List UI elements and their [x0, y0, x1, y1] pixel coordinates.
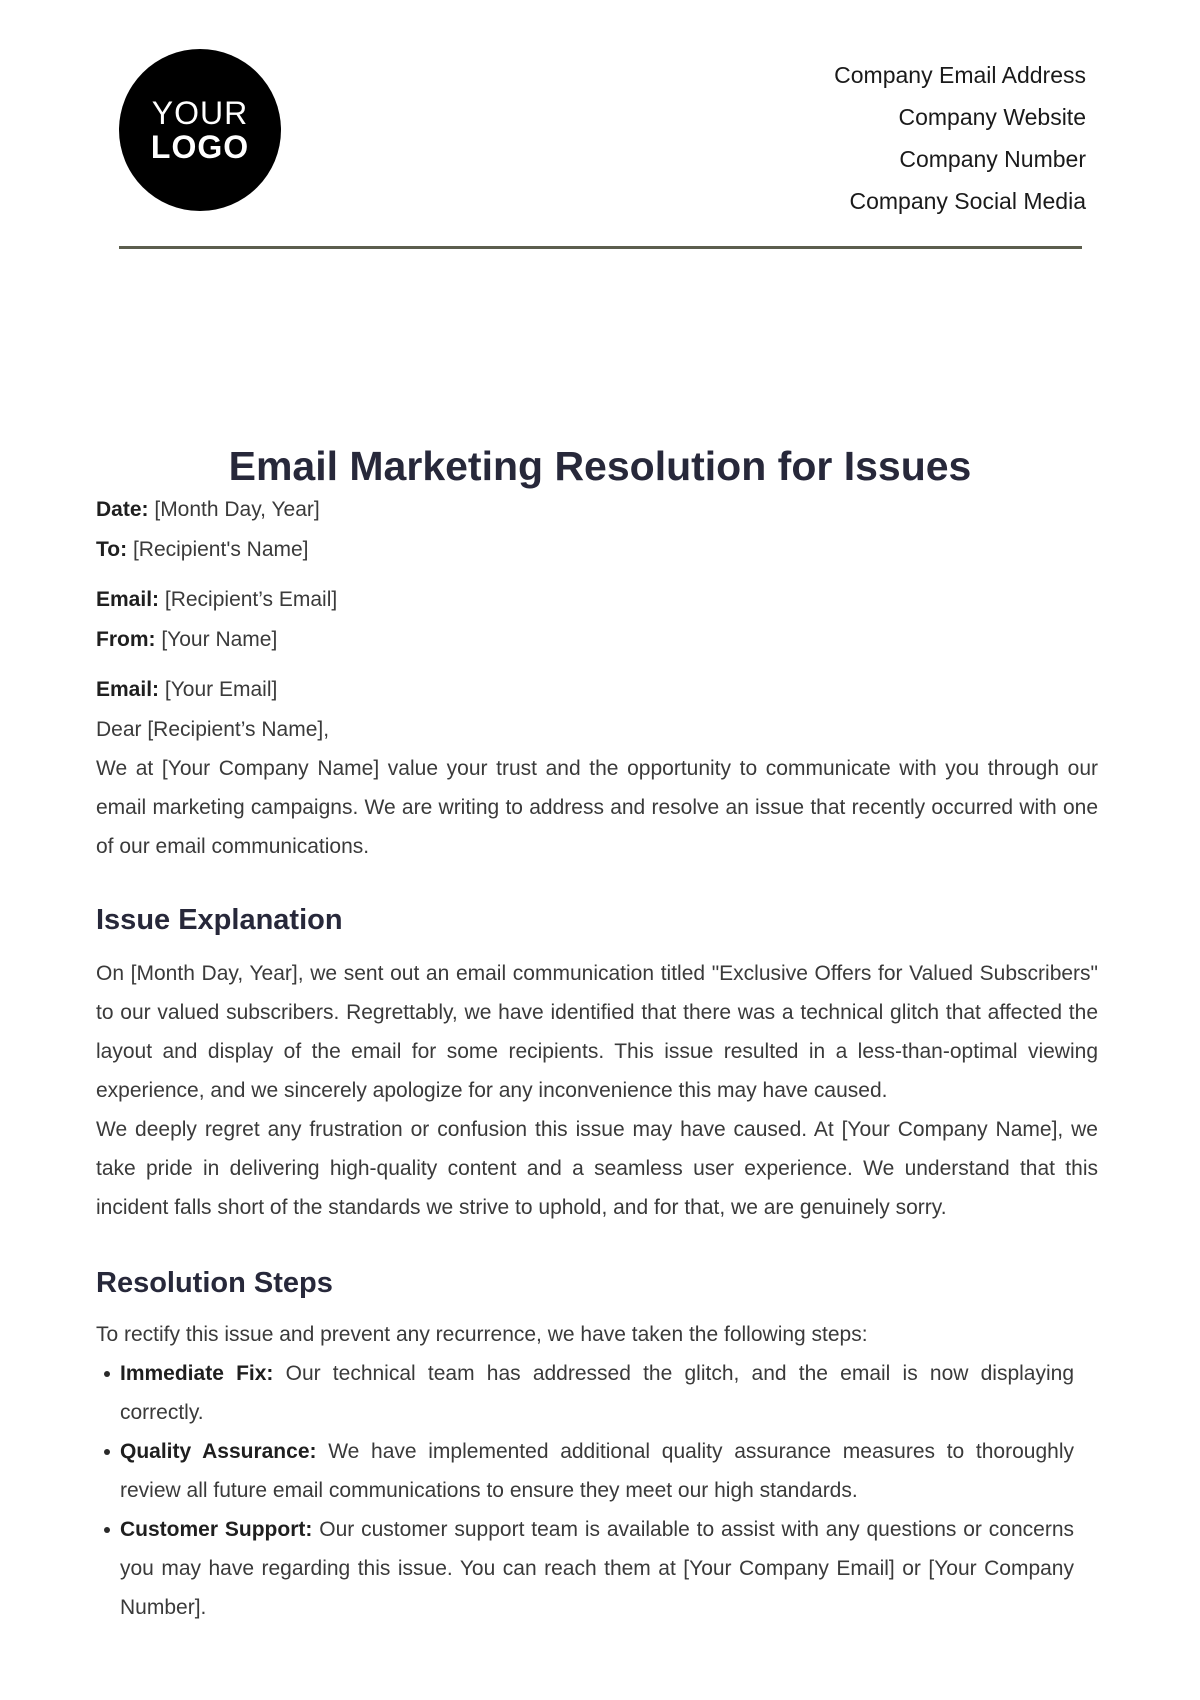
company-contact-block [834, 54, 1086, 222]
step-label: Quality Assurance: [120, 1440, 317, 1463]
step-text: We have implemented additional quality assurance measures to thoroughly review all future email communications to ensure they meet our high standards. [120, 1440, 1074, 1502]
company-logo [119, 49, 281, 211]
meta-from [96, 625, 1098, 655]
header-divider [119, 246, 1082, 249]
resolution-steps-list [96, 1354, 1098, 1627]
intro-paragraph: We at [Your Company Name] value your trust and the opportunity to communicate with you through our email marketing campaigns. We are writing to address and resolve an issue that recently occurred with one of our email communications. [96, 757, 1098, 858]
step-label: Immediate Fix: [120, 1362, 274, 1385]
meta-date-label: Date: [96, 498, 149, 521]
meta-from-label: From: [96, 628, 156, 651]
step-label: Customer Support: [120, 1518, 313, 1541]
meta-from-value: [Your Name] [161, 628, 278, 651]
meta-to [96, 535, 1098, 565]
company-number: Company Number [899, 146, 1086, 172]
issue-paragraph-2: We deeply regret any frustration or confusion this issue may have caused. At [Your Company Name], we take pride in delivering high-quality content and a seamless user experience. We understand that this incident falls short of the standards we strive to uphold, and for that, we are genuinely sorry. [96, 1118, 1098, 1219]
meta-to-value: [Recipient's Name] [132, 538, 309, 561]
section-heading-issue: Issue Explanation [96, 904, 343, 936]
document-title: Email Marketing Resolution for Issues [228, 443, 972, 489]
meta-date [96, 495, 1098, 525]
company-email-address: Company Email Address [834, 62, 1086, 88]
meta-email-label: Email: [96, 678, 160, 701]
logo-line-2: LOGO [150, 129, 250, 165]
meta-date-value: [Month Day, Year] [154, 498, 320, 521]
meta-recipient-email [96, 585, 1098, 615]
company-social-media: Company Social Media [849, 188, 1086, 214]
list-item [96, 1510, 1098, 1627]
meta-sender-email [96, 675, 1098, 705]
company-website: Company Website [898, 104, 1086, 130]
document-body [96, 495, 1098, 1627]
step-text: Our technical team has addressed the glitch, and the email is now displaying correctly. [120, 1362, 1074, 1424]
salutation: Dear [Recipient’s Name], [96, 718, 330, 741]
meta-email-value: [Your Email] [164, 678, 278, 701]
section-heading-resolution: Resolution Steps [96, 1267, 333, 1299]
meta-email-label: Email: [96, 588, 160, 611]
logo-line-1: YOUR [151, 95, 249, 131]
issue-paragraph-1: On [Month Day, Year], we sent out an email communication titled "Exclusive Offers for Valued Subscribers" to our valued subscribers. Regrettably, we have identified that there was a technical glitch that affected the layout and display of the email for some recipients. This issue resulted in a less-than-optimal viewing experience, and we sincerely apologize for any inconvenience this may have caused. [96, 962, 1098, 1102]
list-item [96, 1432, 1098, 1510]
meta-to-label: To: [96, 538, 128, 561]
meta-email-value: [Recipient’s Email] [164, 588, 338, 611]
resolution-intro: To rectify this issue and prevent any recurrence, we have taken the following steps: [96, 1323, 868, 1346]
list-item [96, 1354, 1098, 1432]
step-text: Our customer support team is available to assist with any questions or concerns you may have regarding this issue. You can reach them at [Your Company Email] or [Your Company Number]. [120, 1518, 1075, 1619]
